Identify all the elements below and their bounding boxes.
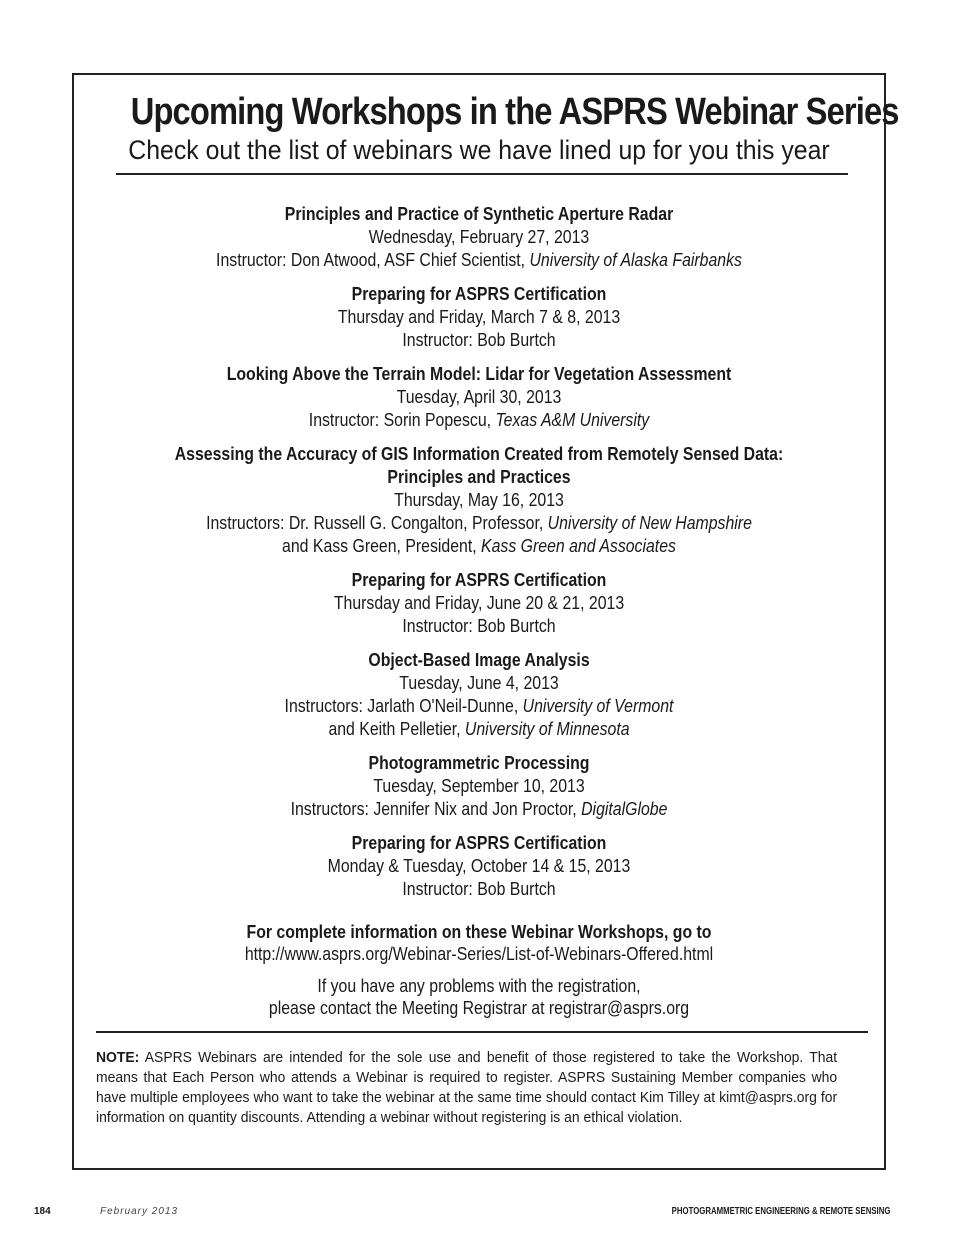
instructor-name: Instructors: Jennifer Nix and Jon Proctor, — [290, 799, 582, 819]
workshop-date: Tuesday, September 10, 2013 — [373, 776, 585, 796]
page-title: Upcoming Workshops in the ASPRS Webinar Series — [130, 91, 899, 133]
workshop-title: Preparing for ASPRS Certification — [351, 284, 607, 304]
instructor-name: Instructors: Dr. Russell G. Congalton, Professor, — [206, 513, 548, 533]
instructor-affiliation: University of Minnesota — [464, 719, 630, 739]
note-text: ASPRS Webinars are intended for the sole use and benefit of those registered to take the Workshop. That means that Each Person who attends a Webinar is required to register. ASPRS Sustaining Member companies who have multiple employees who want to take the webinar at the same time should contact Kim Tilley at kimt@asprs.org for information on quantity discounts. Attending a webinar without registering is an ethical violation. — [96, 1050, 838, 1126]
workshop-date: Wednesday, February 27, 2013 — [368, 227, 590, 247]
instructor-affiliation: University of New Hampshire — [547, 513, 752, 533]
instructor-name: and Kass Green, President, — [282, 536, 482, 556]
divider-bottom — [96, 1031, 868, 1033]
workshop-instructor — [123, 249, 836, 272]
workshop-item — [74, 832, 884, 901]
workshop-instructor — [123, 695, 836, 718]
workshop-instructor: Instructor: Bob Burtch — [402, 616, 556, 636]
registration-help-line-2: please contact the Meeting Registrar at registrar@asprs.org — [268, 998, 690, 1018]
workshop-date: Thursday and Friday, March 7 & 8, 2013 — [337, 307, 621, 327]
workshop-date: Thursday, May 16, 2013 — [394, 490, 564, 510]
note-paragraph — [96, 1048, 837, 1128]
instructor-name: and Keith Pelletier, — [328, 719, 465, 739]
footer-date: February 2013 — [100, 1206, 179, 1217]
workshop-title: Photogrammetric Processing — [368, 753, 590, 773]
workshop-title: Principles and Practice of Synthetic Aperture Radar — [284, 204, 674, 224]
webinar-ad-box — [72, 73, 899, 1170]
info-heading: For complete information on these Webinar Workshops, go to — [246, 922, 712, 942]
workshop-title: Object-Based Image Analysis — [368, 650, 590, 670]
workshop-title: Preparing for ASPRS Certification — [351, 833, 607, 853]
workshop-instructor — [123, 409, 836, 432]
instructor-affiliation: DigitalGlobe — [581, 799, 668, 819]
instructor-affiliation: University of Vermont — [522, 696, 674, 716]
workshop-item — [74, 443, 884, 558]
contact-section — [74, 921, 884, 1019]
workshop-date: Monday & Tuesday, October 14 & 15, 2013 — [327, 856, 631, 876]
page-subtitle: Check out the list of webinars we have lined up for you this year — [128, 135, 830, 165]
footer-page-number: 184 — [34, 1206, 51, 1217]
instructor-name: Instructor: Don Atwood, ASF Chief Scientist, — [216, 250, 530, 270]
workshop-item — [74, 283, 884, 352]
workshop-date: Tuesday, April 30, 2013 — [396, 387, 562, 407]
workshop-item — [74, 569, 884, 638]
webinar-url-link[interactable]: http://www.asprs.org/Webinar-Series/List-of-Webinars-Offered.html — [244, 944, 714, 964]
workshop-title-cont: Principles and Practices — [387, 467, 571, 487]
workshop-item — [74, 649, 884, 741]
workshop-instructor — [123, 798, 836, 821]
workshop-date: Tuesday, June 4, 2013 — [399, 673, 559, 693]
registration-help-line-1: If you have any problems with the registration, — [317, 976, 641, 996]
workshop-title: Preparing for ASPRS Certification — [351, 570, 607, 590]
instructor-name: Instructor: Sorin Popescu, — [308, 410, 496, 430]
instructor-affiliation: Kass Green and Associates — [481, 536, 676, 556]
workshop-instructor-2 — [123, 535, 836, 558]
workshop-instructor-2 — [123, 718, 836, 741]
note-label: NOTE: — [96, 1050, 140, 1066]
instructor-affiliation: University of Alaska Fairbanks — [529, 250, 742, 270]
divider-top — [116, 173, 848, 175]
instructor-name: Instructors: Jarlath O'Neil-Dunne, — [284, 696, 523, 716]
workshop-list — [74, 203, 884, 912]
workshop-instructor: Instructor: Bob Burtch — [402, 330, 556, 350]
footer-journal-name: PHOTOGRAMMETRIC ENGINEERING & REMOTE SENSING — [671, 1206, 890, 1217]
workshop-item — [74, 363, 884, 432]
workshop-item — [74, 203, 884, 272]
workshop-title: Looking Above the Terrain Model: Lidar for Vegetation Assessment — [226, 364, 732, 384]
instructor-affiliation: Texas A&M University — [495, 410, 650, 430]
workshop-date: Thursday and Friday, June 20 & 21, 2013 — [333, 593, 625, 613]
workshop-title: Assessing the Accuracy of GIS Information Created from Remotely Sensed Data: — [174, 444, 784, 464]
workshop-instructor: Instructor: Bob Burtch — [402, 879, 556, 899]
workshop-instructor — [123, 512, 836, 535]
workshop-item — [74, 752, 884, 821]
